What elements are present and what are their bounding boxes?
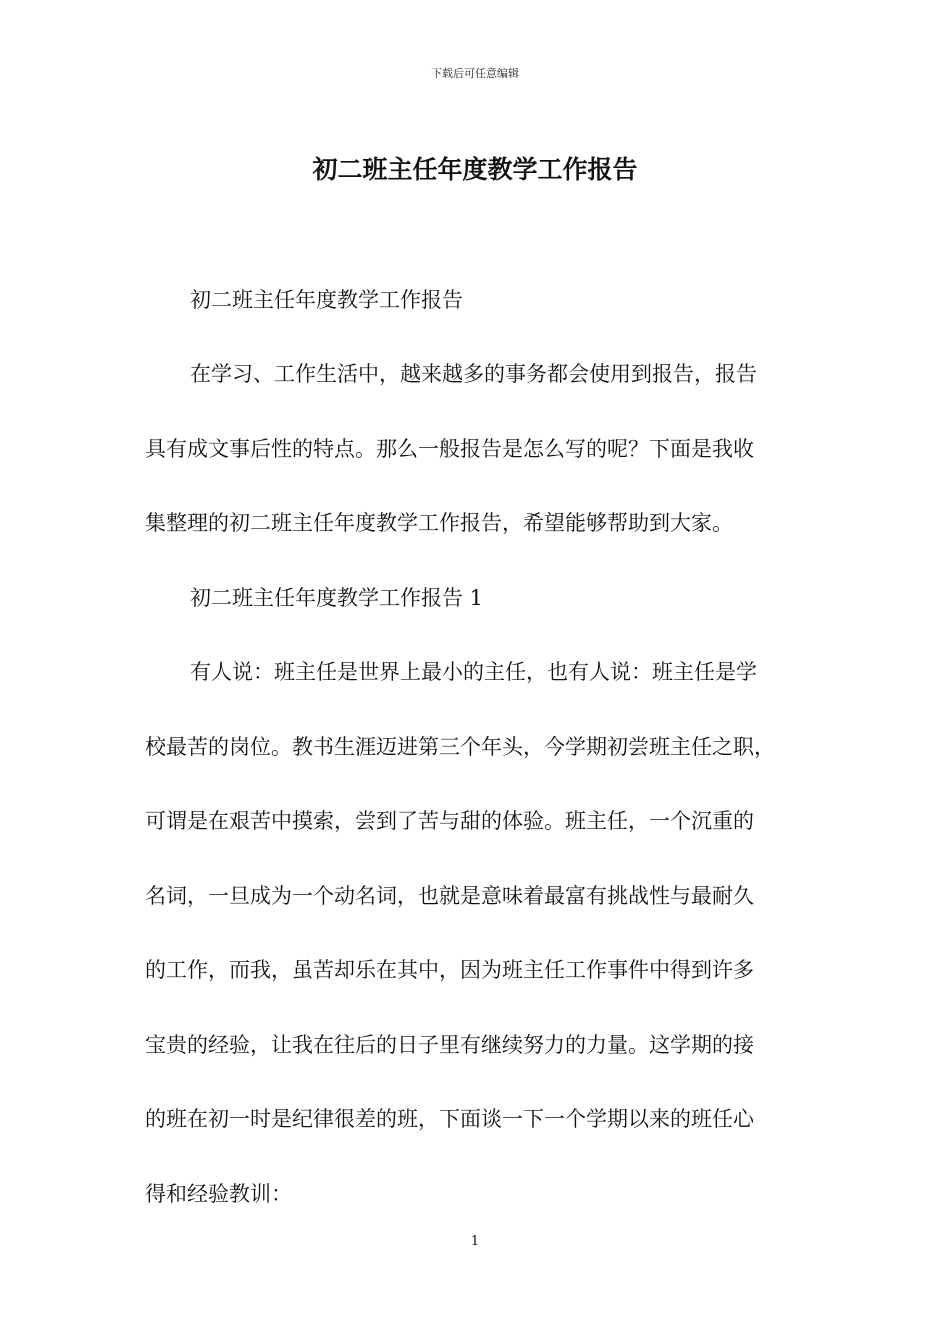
body-line-1: 有人说：班主任是世界上最小的主任，也有人说：班主任是学 — [190, 660, 757, 684]
intro-line-1: 在学习、工作生活中，越来越多的事务都会使用到报告，报告 — [190, 362, 757, 386]
body-line-6: 宝贵的经验，让我在往后的日子里有继续努力的力量。这学期的接 — [145, 1033, 754, 1057]
body-line-5: 的工作，而我，虽苦却乐在其中，因为班主任工作事件中得到许多 — [145, 958, 754, 982]
subtitle-line: 初二班主任年度教学工作报告 — [190, 288, 463, 312]
intro-line-3: 集整理的初二班主任年度教学工作报告，希望能够帮助到大家。 — [145, 511, 733, 535]
section-heading-1: 初二班主任年度教学工作报告 1 — [190, 586, 484, 610]
download-note: 下载后可任意编辑 — [431, 67, 519, 80]
body-line-7: 的班在初一时是纪律很差的班，下面谈一下一个学期以来的班任心 — [145, 1107, 754, 1131]
body-line-2: 校最苦的岗位。教书生涯迈进第三个年头，今学期初尝班主任之职， — [145, 735, 775, 759]
body-line-3: 可谓是在艰苦中摸索，尝到了苦与甜的体验。班主任，一个沉重的 — [145, 809, 754, 833]
body-line-8: 得和经验教训： — [145, 1182, 292, 1206]
body-line-4: 名词，一旦成为一个动名词，也就是意味着最富有挑战性与最耐久 — [145, 884, 754, 908]
page-number: 1 — [470, 1234, 480, 1249]
document-title: 初二班主任年度教学工作报告 — [312, 155, 638, 184]
intro-line-2: 具有成文事后性的特点。那么一般报告是怎么写的呢？下面是我收 — [145, 437, 754, 461]
